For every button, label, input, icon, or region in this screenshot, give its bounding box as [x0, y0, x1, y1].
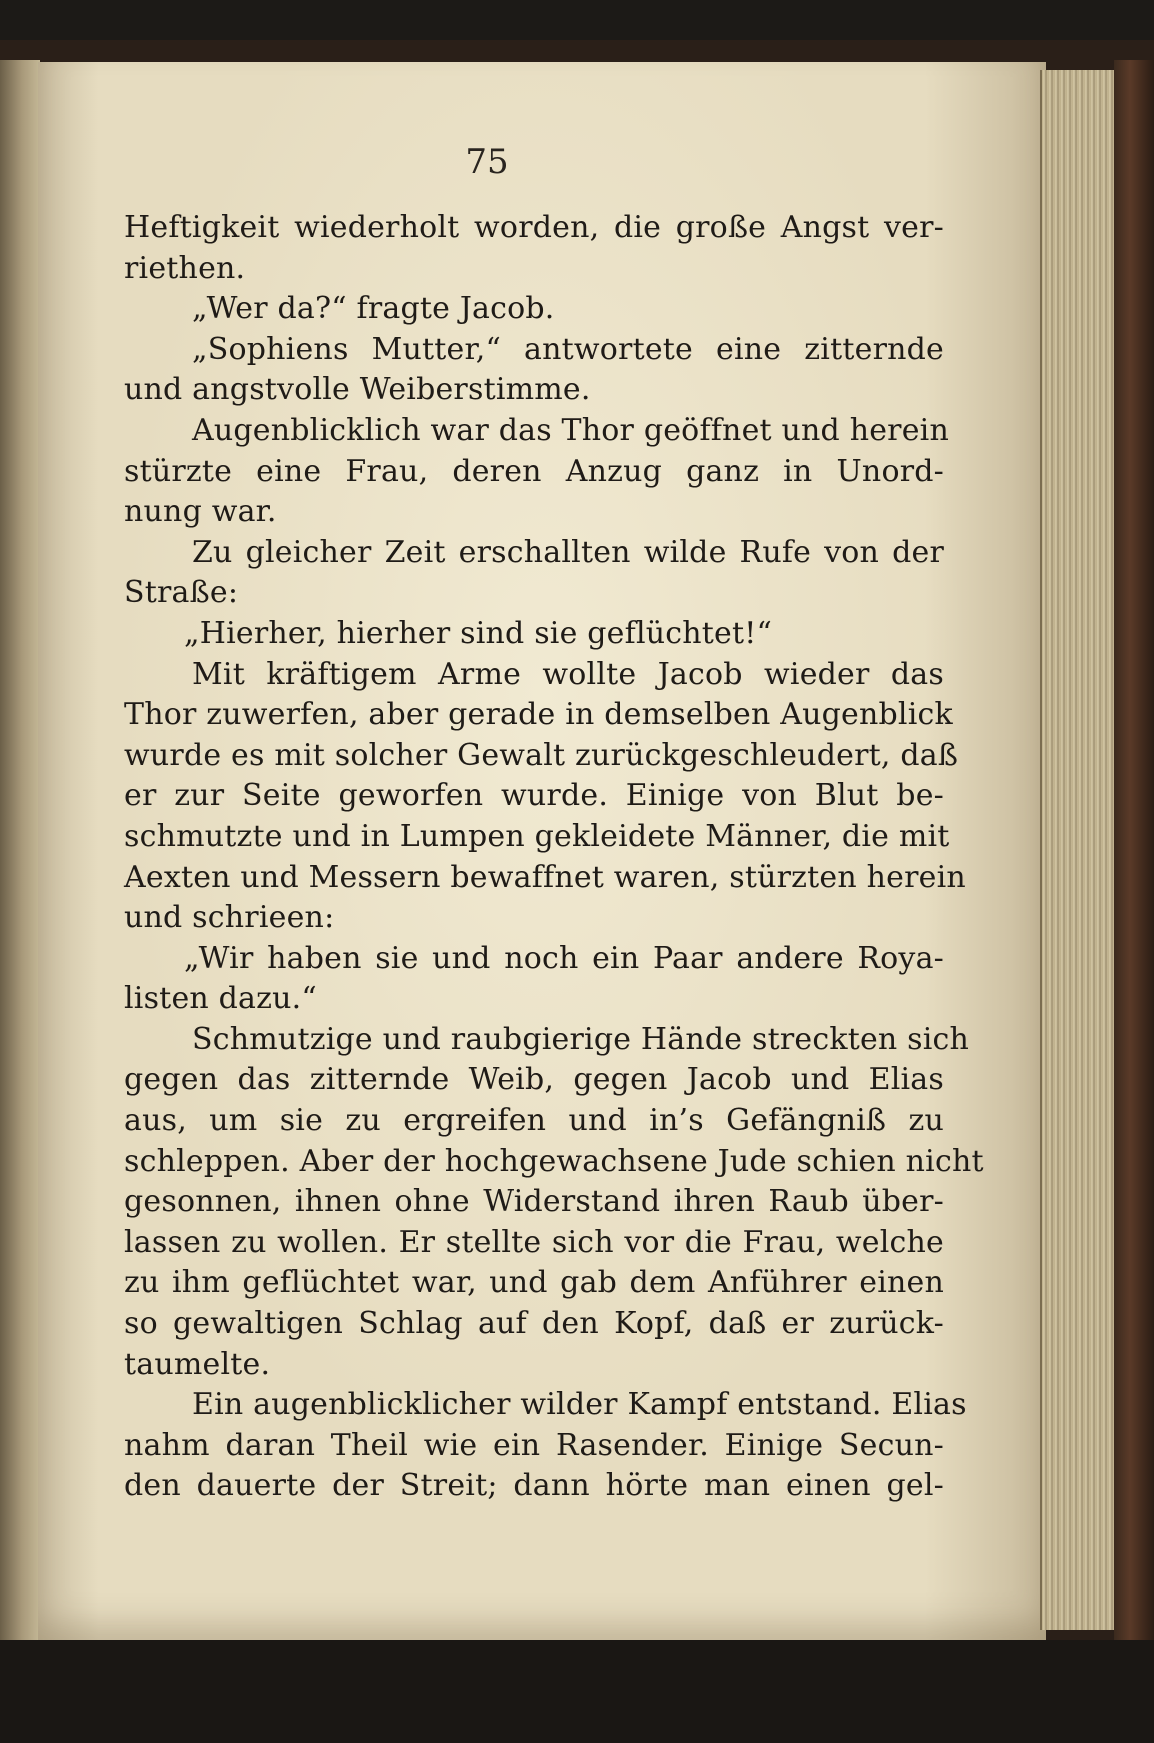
- text-line: nahm daran Theil wie ein Rasender. Einige Secun-: [124, 1427, 944, 1463]
- text-line: Thor zuwerfen, aber gerade in demselben Augenblick: [124, 697, 953, 733]
- text-line: aus, um sie zu ergreifen und in’s Gefängniß zu: [124, 1103, 944, 1139]
- page-stack-edges: [1040, 70, 1116, 1630]
- text-line: Zu gleicher Zeit erschallten wilde Rufe von der: [192, 534, 944, 570]
- text-line: zu ihm geflüchtet war, und gab dem Anführer einen: [124, 1265, 944, 1301]
- book-cover-edge: [1114, 60, 1154, 1640]
- text-line: den dauerte der Streit; dann hörte man einen gel-: [124, 1468, 944, 1504]
- text-line: er zur Seite geworfen wurde. Einige von Blut be-: [124, 778, 944, 814]
- text-line: „Wer da?“ fragte Jacob.: [192, 291, 555, 327]
- text-line: Ein augenblicklicher wilder Kampf entstand. Elias: [192, 1387, 967, 1423]
- text-line: schleppen. Aber der hochgewachsene Jude schien nicht: [124, 1143, 984, 1179]
- text-line: „Sophiens Mutter,“ antwortete eine zitternde: [192, 331, 944, 367]
- text-line: wurde es mit solcher Gewalt zurückgeschleudert, daß: [124, 737, 959, 773]
- text-line: Mit kräftigem Arme wollte Jacob wieder das: [192, 656, 944, 692]
- text-line: so gewaltigen Schlag auf den Kopf, daß er zurück-: [124, 1306, 944, 1342]
- text-line: Schmutzige und raubgierige Hände streckten sich: [192, 1021, 970, 1057]
- text-line: und schrieen:: [124, 900, 335, 936]
- text-line: schmutzte und in Lumpen gekleidete Männer, die mit: [124, 818, 950, 854]
- bottom-shadow: [0, 1640, 1154, 1743]
- text-line: taumelte.: [124, 1346, 271, 1382]
- text-line: Aexten und Messern bewaffnet waren, stürzten herein: [124, 859, 966, 895]
- text-line: und angstvolle Weiberstimme.: [124, 372, 591, 408]
- text-line: lassen zu wollen. Er stellte sich vor die Frau, welche: [124, 1224, 944, 1260]
- text-line: „Hierher, hierher sind sie geflüchtet!“: [184, 615, 773, 651]
- previous-page-edge: [0, 60, 40, 1640]
- text-line: gegen das zitternde Weib, gegen Jacob und Elias: [124, 1062, 944, 1098]
- text-line: „Wir haben sie und noch ein Paar andere Roya-: [184, 940, 944, 976]
- text-line: Straße:: [124, 575, 239, 611]
- text-line: Augenblicklich war das Thor geöffnet und herein: [192, 412, 949, 448]
- text-line: nung war.: [124, 494, 277, 530]
- text-line: stürzte eine Frau, deren Anzug ganz in Unord-: [124, 453, 944, 489]
- text-line: listen dazu.“: [124, 981, 317, 1017]
- page-text: [124, 208, 984, 1507]
- page-number: 75: [465, 142, 509, 182]
- text-line: riethen.: [124, 250, 246, 286]
- text-line: gesonnen, ihnen ohne Widerstand ihren Raub über-: [124, 1184, 944, 1220]
- text-line: Heftigkeit wiederholt worden, die große Angst ver-: [124, 210, 944, 245]
